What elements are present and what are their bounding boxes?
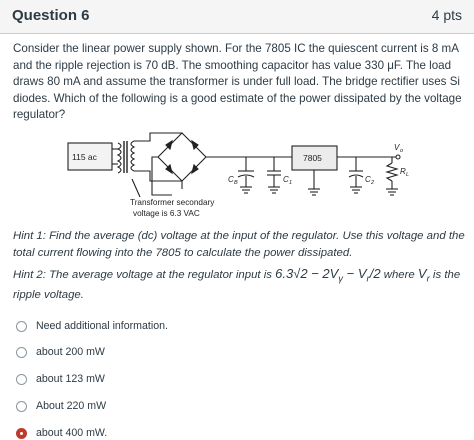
cap-b-sub: B bbox=[234, 180, 238, 186]
cap-1-sub: 1 bbox=[289, 180, 293, 186]
hint-2-where: where bbox=[380, 269, 418, 281]
hint-2 bbox=[13, 265, 468, 304]
source-label: 115 ac bbox=[72, 152, 97, 162]
radio-button[interactable] bbox=[16, 321, 27, 332]
question-header bbox=[0, 0, 474, 34]
radio-button[interactable] bbox=[16, 401, 27, 412]
cap-1-label: C bbox=[283, 175, 289, 184]
cap-b-label: C bbox=[228, 175, 234, 184]
transformer-primary-coil bbox=[118, 143, 121, 173]
question-text: Consider the linear power supply shown. For the 7805 IC the quiescent current is 8 mA and the ripple rejection is 70 dB. The smoothing capacitor has value 330 μF. The load draws 80 mA and assume the transformer is under full load. The bridge rectifier uses Si diodes. Which of the following is a good estimate of the power dissipated by the voltage regulator? bbox=[13, 42, 462, 122]
radio-button-selected[interactable] bbox=[16, 428, 27, 439]
hint-2-expr-mid: − V bbox=[343, 266, 367, 281]
hint-1: Hint 1: Find the average (dc) voltage at the input of the regulator. Use this voltage and the total current flowing into the 7805 to calculate the power dissipated. bbox=[13, 230, 465, 259]
hint-2-expr-end: /2 bbox=[369, 266, 381, 281]
hint-2-expr: 6.3√2 − 2V bbox=[275, 266, 339, 281]
transformer-secondary-coil bbox=[131, 141, 134, 171]
vo-sub: o bbox=[400, 148, 404, 154]
rl-label: R bbox=[400, 167, 406, 176]
question-title: Question 6 bbox=[12, 7, 90, 24]
answer-option-selected[interactable] bbox=[16, 424, 107, 440]
answer-label: about 123 mW bbox=[36, 373, 105, 385]
bridge-rectifier bbox=[158, 133, 206, 181]
hint-2-vr: V bbox=[417, 266, 427, 281]
answer-label: About 220 mW bbox=[36, 400, 107, 412]
answer-label: Need additional information. bbox=[36, 320, 168, 332]
power-supply-circuit-diagram bbox=[0, 119, 474, 227]
hint-2-suffix: is the ripple voltage. bbox=[13, 269, 461, 302]
question-points: 4 pts bbox=[431, 7, 462, 23]
radio-button[interactable] bbox=[16, 347, 27, 358]
answer-label: about 400 mW. bbox=[36, 427, 108, 439]
hint-2-vr-sub: r bbox=[426, 273, 430, 285]
regulator-label: 7805 bbox=[303, 153, 322, 163]
cap-2-label: C bbox=[365, 175, 371, 184]
cap-2-sub: 2 bbox=[371, 180, 375, 186]
transformer-caption-2: voltage is 6.3 VAC bbox=[133, 209, 200, 218]
rl-sub: L bbox=[406, 172, 410, 178]
hint-2-expr-sub: γ bbox=[338, 273, 344, 285]
hint-2-prefix: Hint 2: The average voltage at the regulator input is bbox=[13, 269, 276, 281]
transformer-caption-1: Transformer secondary bbox=[130, 198, 215, 207]
load-resistor bbox=[387, 163, 397, 181]
answer-option[interactable] bbox=[16, 317, 168, 335]
hint-2-expr-sub2: r bbox=[366, 273, 370, 285]
answer-option[interactable] bbox=[16, 397, 106, 415]
answer-label: about 200 mW bbox=[36, 346, 105, 358]
radio-button[interactable] bbox=[16, 374, 27, 385]
vo-node bbox=[396, 155, 400, 159]
answer-option[interactable] bbox=[16, 370, 105, 388]
vo-label: V bbox=[394, 143, 400, 152]
answer-option[interactable] bbox=[16, 343, 105, 361]
